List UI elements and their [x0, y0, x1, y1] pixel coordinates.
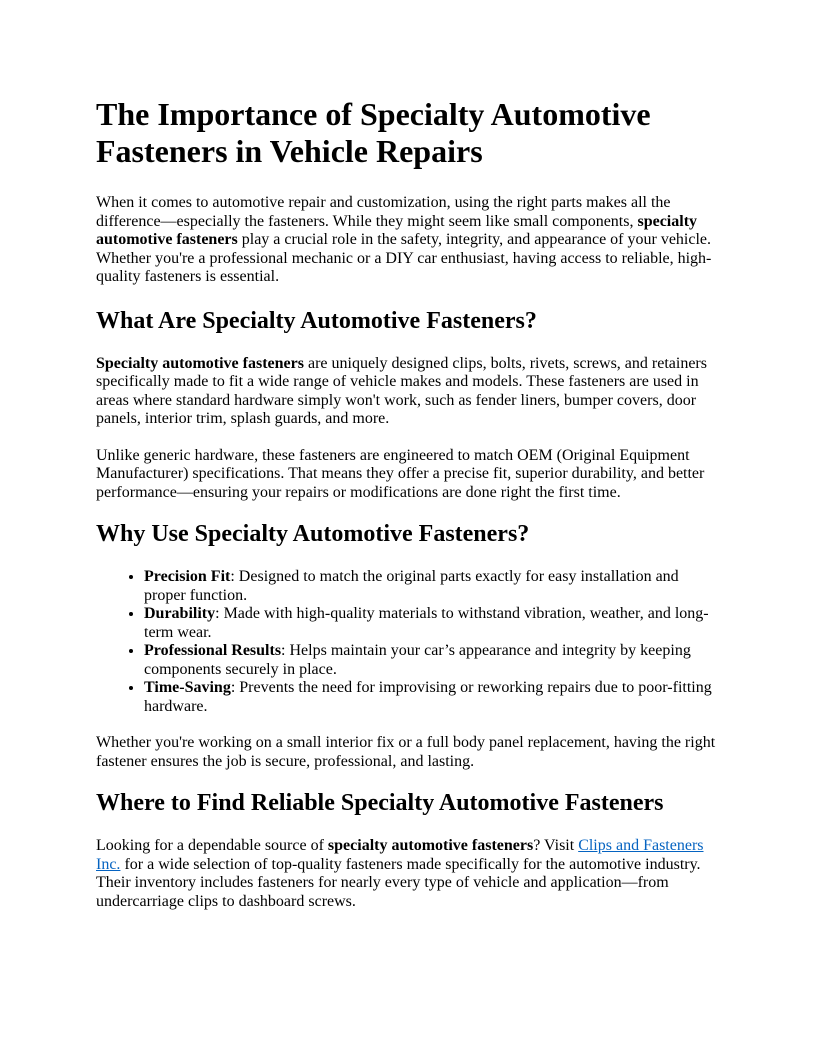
list-item	[144, 642, 720, 679]
section-heading-why: Why Use Specialty Automotive Fasteners?	[96, 521, 530, 547]
what-bold-term: Specialty automotive fasteners	[96, 354, 304, 372]
clips-and-fasteners-link[interactable]: Clips and Fasteners Inc.	[96, 837, 704, 873]
list-item-text: : Designed to match the original parts exactly for easy installation and proper function.	[144, 568, 679, 604]
what-paragraph-2: Unlike generic hardware, these fasteners are engineered to match OEM (Original Equipment Manufacturer) specifications. That means they offer a precise fit, superior durability, and better performance—ensuring your repairs or modifications are done right the first time.	[96, 446, 705, 501]
list-item-text: : Helps maintain your car’s appearance and integrity by keeping components securely in place.	[144, 642, 691, 678]
list-item	[144, 568, 720, 605]
list-item-term: Precision Fit	[144, 568, 231, 585]
list-item	[144, 679, 720, 716]
document-page	[96, 96, 720, 929]
intro-paragraph	[96, 194, 720, 287]
where-text-3: for a wide selection of top-quality fasteners made specifically for the automotive industry. Their inventory includes fasteners for nearly every type of vehicle and application—from undercarriage clips to dashboard screws.	[96, 855, 701, 910]
list-item	[144, 605, 720, 642]
list-item-term: Professional Results	[144, 642, 282, 659]
intro-text-1: When it comes to automotive repair and customization, using the right parts makes all the difference—especially the fasteners. While they might seem like small components,	[96, 194, 671, 230]
list-item-term: Durability	[144, 605, 216, 622]
list-item-term: Time-Saving	[144, 679, 231, 696]
intro-bold-term: specialty automotive fasteners	[96, 212, 698, 248]
intro-text-2: play a crucial role in the safety, integrity, and appearance of your vehicle. Whether you're a professional mechanic or a DIY car enthusiast, having access to reliable, high-quality fasteners is essential.	[96, 231, 712, 285]
section-heading-what: What Are Specialty Automotive Fasteners?	[96, 307, 537, 334]
page-title: The Importance of Specialty Automotive Fasteners in Vehicle Repairs	[96, 96, 651, 169]
benefits-list	[96, 568, 720, 716]
section-heading-where: Where to Find Reliable Specialty Automotive Fasteners	[96, 790, 664, 816]
why-closing-paragraph: Whether you're working on a small interior fix or a full body panel replacement, having the right fastener ensures the job is secure, professional, and lasting.	[96, 734, 716, 770]
where-paragraph	[96, 837, 720, 911]
what-paragraph-1	[96, 355, 720, 429]
what-text-1: are uniquely designed clips, bolts, rivets, screws, and retainers specifically made to fit a wide range of vehicle makes and models. These fasteners are used in areas where standard hardware simply won't work, such as fender liners, bumper covers, door panels, interior trim, splash guards, and more.	[96, 354, 707, 427]
list-item-text: : Made with high-quality materials to withstand vibration, weather, and long-term wear.	[144, 605, 709, 641]
where-text-2: ? Visit	[533, 837, 579, 854]
list-item-text: : Prevents the need for improvising or reworking repairs due to poor-fitting hardware.	[144, 679, 712, 715]
where-text-1: Looking for a dependable source of	[96, 837, 328, 854]
where-bold-term: specialty automotive fasteners	[327, 837, 534, 854]
